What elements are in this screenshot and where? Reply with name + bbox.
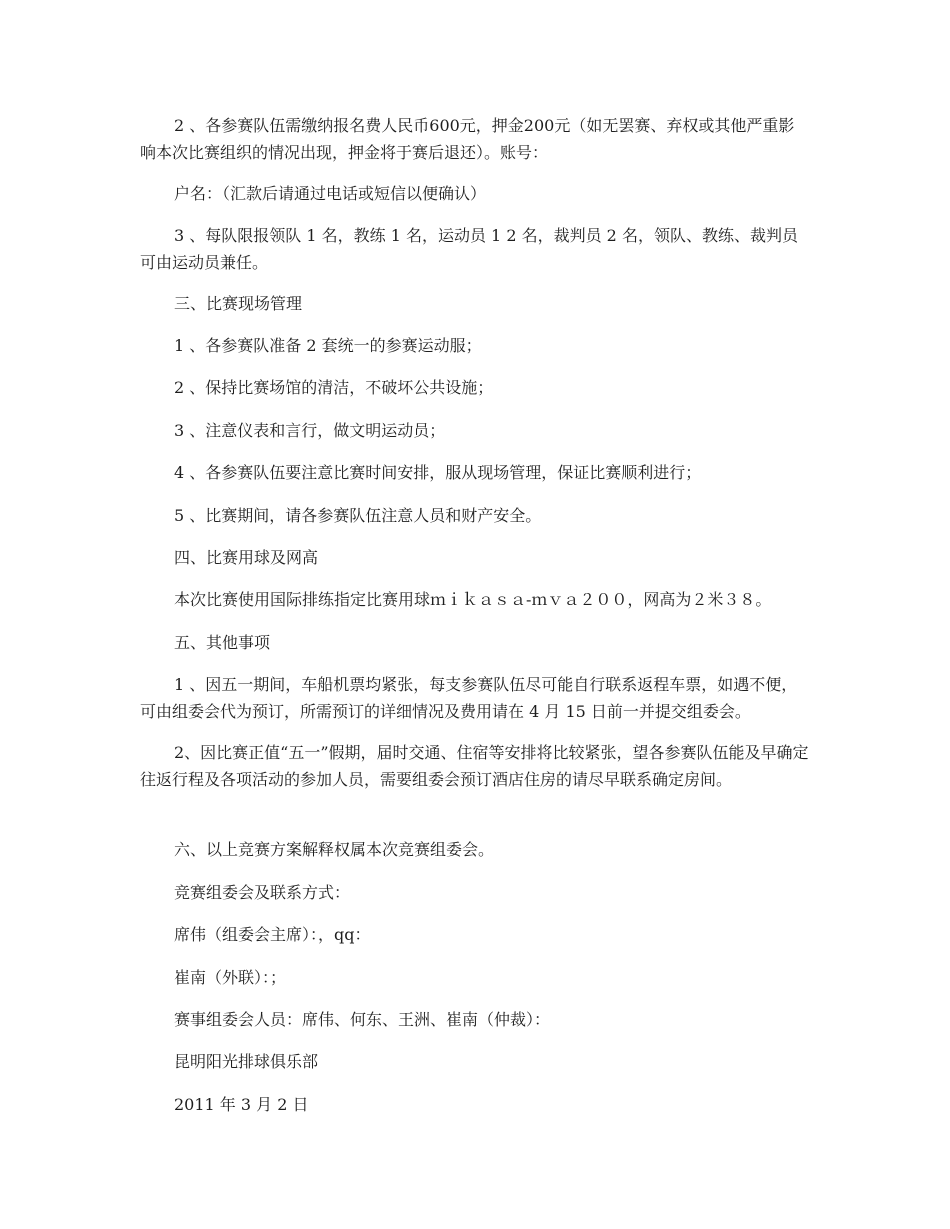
paragraph-date: 2011 年 3 月 2 日 [174, 1095, 309, 1114]
paragraph-registration-fee: 2 、各参赛队伍需缴纳报名费人民币600元，押金200元（如无罢赛、弃权或其他严重影响本次比赛组织的情况出现，押金将于赛后退还）。账号： [140, 116, 795, 162]
section-heading-venue-management: 三、比赛现场管理 [174, 294, 303, 313]
paragraph-interpretation-rights: 六、以上竞赛方案解释权属本次竞赛组委会。 [174, 840, 495, 859]
paragraph-contact-liaison: 崔南（外联）：； [174, 968, 287, 987]
paragraph-ball-and-net: 本次比赛使用国际排练指定比赛用球ｍｉｋａｓａ-ｍｖａ２００，网高为２米３８。 [174, 590, 772, 609]
paragraph-organizer: 昆明阳光排球俱乐部 [174, 1052, 319, 1071]
section-heading-ball-and-net: 四、比赛用球及网高 [174, 548, 319, 567]
list-item-conduct: 3 、注意仪表和言行，做文明运动员； [174, 421, 446, 440]
paragraph-accommodation: 2、因比赛正值“五一”假期，届时交通、住宿等安排将比较紧张，望各参赛队伍能及早确定往返行程及各项活动的参加人员，需要组委会预订酒店住房的请尽早联系确定房间。 [140, 743, 809, 789]
paragraph-contact-heading: 竞赛组委会及联系方式： [174, 883, 351, 902]
paragraph-ticket-booking: 1 、因五一期间，车船机票均紧张，每支参赛队伍尽可能自行联系返程车票，如遇不便，可由组委会代为预订，所需预订的详细情况及费用请在 4 月 15 日前一并提交组委会。 [140, 675, 798, 721]
list-item-safety: 5 、比赛期间，请各参赛队伍注意人员和财产安全。 [174, 506, 542, 525]
paragraph-account-name: 户名：（汇款后请通过电话或短信以便确认） [174, 184, 487, 203]
section-heading-other-matters: 五、其他事项 [174, 633, 271, 652]
list-item-cleanliness: 2 、保持比赛场馆的清洁，不破坏公共设施； [174, 378, 494, 397]
list-item-schedule: 4 、各参赛队伍要注意比赛时间安排，服从现场管理，保证比赛顺利进行； [174, 463, 702, 482]
paragraph-team-quota: 3 、每队限报领队 1 名，教练 1 名，运动员 1 2 名，裁判员 2 名，领队、教练、裁判员可由运动员兼任。 [140, 226, 798, 272]
list-item-uniforms: 1 、各参赛队准备 2 套统一的参赛运动服； [174, 336, 482, 355]
paragraph-committee-members: 赛事组委会人员：席伟、何东、王洲、崔南（仲裁）： [174, 1010, 551, 1029]
paragraph-contact-chair: 席伟（组委会主席）：，qq： [174, 925, 371, 944]
